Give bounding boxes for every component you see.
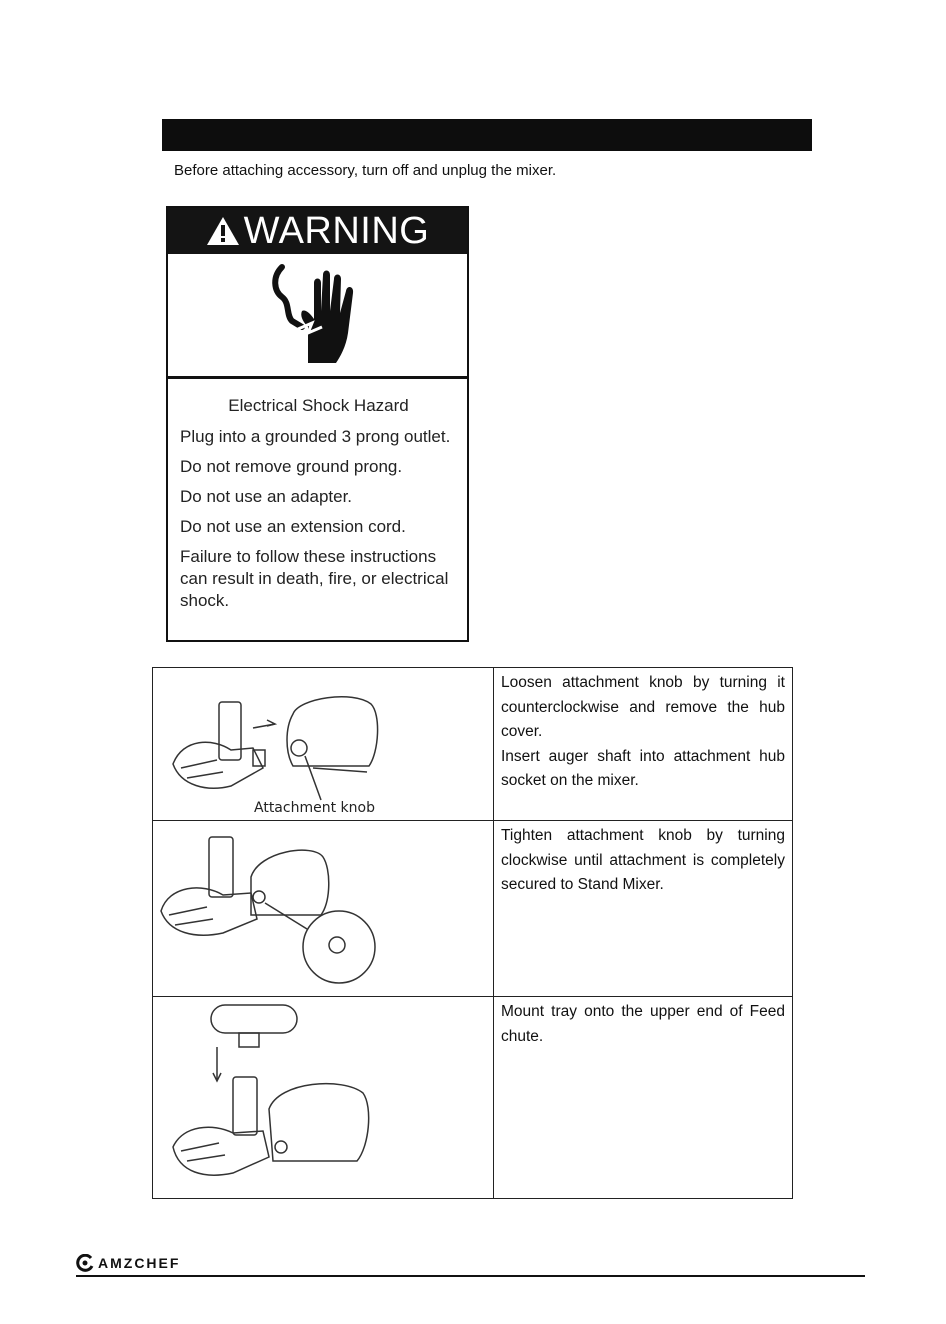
step-illustration [153,668,494,821]
knob-tighten-illustration [153,821,493,991]
warning-title: WARNING [243,209,430,252]
amzchef-logo-icon [76,1254,94,1272]
shock-hazard-pictogram [168,254,467,379]
warning-triangle-icon [206,216,240,246]
brand-logo [76,1254,180,1272]
brand-name: AMZCHEF [98,1255,181,1271]
step-row [153,668,793,821]
warning-line: Do not remove ground prong. [180,457,403,476]
warning-header [168,208,467,254]
warning-label [166,206,469,642]
intro-text: Before attaching accessory, turn off and unplug the mixer. [174,162,557,179]
section-header-bar [162,119,812,151]
step-illustration [153,997,494,1199]
step-text: Insert auger shaft into attachment hub socket on the mixer. [501,747,785,789]
warning-line: Plug into a grounded 3 prong outlet. [180,427,451,446]
step-text: Tighten attachment knob by turning clockwise until attachment is completely secured to Stand Mixer. [501,827,785,893]
step-instructions [494,821,793,997]
step-row [153,997,793,1199]
warning-body [168,379,467,612]
step-text: Loosen attachment knob by turning it counterclockwise and remove the hub cover. [501,674,785,740]
step-instructions [494,997,793,1199]
attachment-knob-caption: Attachment knob [254,800,375,816]
auger-insert-illustration [153,668,493,815]
footer-rule [76,1275,865,1277]
electric-shock-hand-icon [268,263,368,367]
step-text: Mount tray onto the upper end of Feed chute. [501,1003,785,1045]
warning-line: Do not use an adapter. [180,487,353,506]
tray-mount-illustration [153,997,493,1193]
hazard-title: Electrical Shock Hazard [228,396,409,415]
warning-line: Do not use an extension cord. [180,517,406,536]
assembly-steps-table [152,667,793,1199]
step-instructions [494,668,793,821]
step-illustration [153,821,494,997]
step-row [153,821,793,997]
warning-line: Failure to follow these instructions can result in death, fire, or electrical shock. [180,547,449,610]
